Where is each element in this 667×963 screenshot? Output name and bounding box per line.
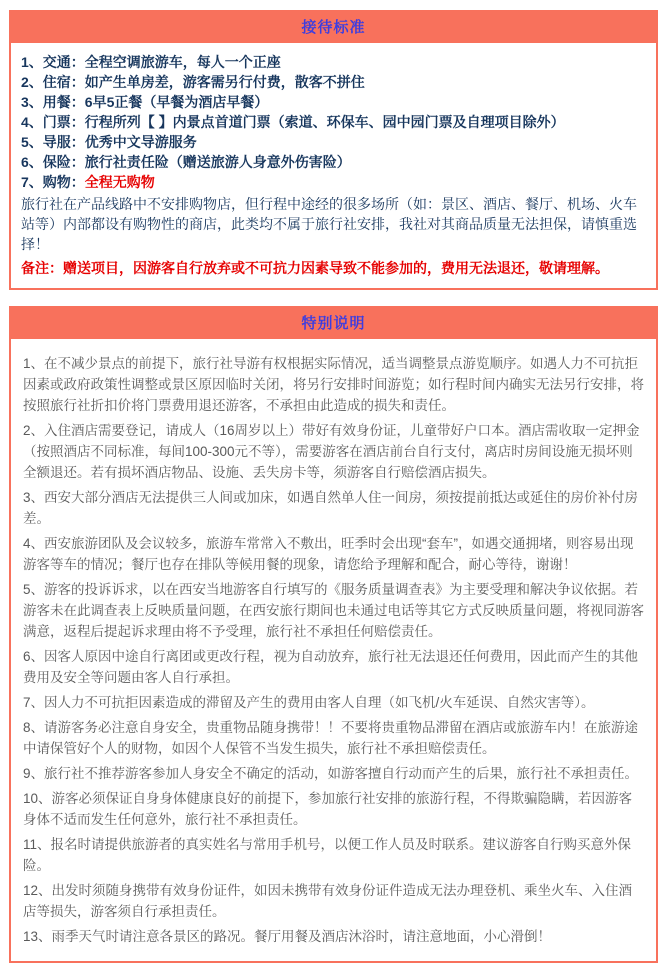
remark-note: 备注：赠送项目，因游客自行放弃或不可抗力因素导致不能参加的，费用无法退还，敬请理解。	[21, 260, 609, 276]
special-notes-body	[9, 339, 658, 963]
special-notes-section	[9, 306, 658, 963]
reception-item-transport: 1、交通：全程空调旅游车，每人一个正座	[21, 54, 281, 70]
special-note-item: 13、雨季天气时请注意各景区的路况。餐厅用餐及酒店沐浴时，请注意地面，小心滑倒！	[23, 929, 552, 944]
special-note-item: 1、在不减少景点的前提下，旅行社导游有权根据实际情况，适当调整景点游览顺序。如遇人力不可抗拒因素或政府政策性调整或景区原因临时关闭，将另行安排时间游览；如行程时间内确实无法另行安排，将按照旅行社折扣价将门票费用退还游客，不承担由此造成的损失和责任。	[23, 356, 644, 413]
reception-standards-body	[9, 43, 658, 290]
special-notes-title: 特别说明	[301, 315, 366, 332]
special-notes-header	[9, 306, 658, 339]
special-note-item: 11、报名时请提供旅游者的真实姓名与常用手机号，以便工作人员及时联系。建议游客自行购买意外保险。	[23, 837, 632, 873]
reception-item-shopping	[21, 172, 646, 192]
special-note-item: 6、因客人原因中途自行离团或更改行程，视为自动放弃，旅行社无法退还任何费用，因此而产生的其他费用及安全等问题由客人自行承担。	[23, 649, 639, 685]
reception-item-guide: 5、导服：优秀中文导游服务	[21, 134, 197, 150]
special-note-item: 4、西安旅游团队及会议较多，旅游车常常入不敷出，旺季时会出现“套车”，如遇交通拥堵，则容易出现游客等车的情况；餐厅也存在排队等候用餐的现象，请您给予理解和配合，耐心等待，谢谢！	[23, 536, 634, 572]
shopping-policy-paragraph: 旅行社在产品线路中不安排购物店，但行程中途经的很多场所（如：景区、酒店、餐厅、机场、火车站等）内部都设有购物性的商店，此类均不属于旅行社安排，我社对其商品质量无法担保，请慎重选择！	[21, 196, 637, 252]
special-note-item: 2、入住酒店需要登记，请成人（16周岁以上）带好有效身份证，儿童带好户口本。酒店需收取一定押金（按照酒店不同标准，每间100-300元不等），需要游客在酒店前台自行支付，离店时房间设施无损坏则全额退还。若有损坏酒店物品、设施、丢失房卡等，须游客自行赔偿酒店损失。	[23, 423, 640, 480]
shopping-label: 7、购物：	[21, 174, 85, 190]
reception-item-meals: 3、用餐：6早5正餐（早餐为酒店早餐）	[21, 94, 269, 110]
reception-standards-header	[9, 10, 658, 43]
special-note-item: 7、因人力不可抗拒因素造成的滞留及产生的费用由客人自理（如飞机/火车延误、自然灾害等）。	[23, 695, 595, 710]
special-note-item: 12、出发时须随身携带有效身份证件，如因未携带有效身份证件造成无法办理登机、乘坐火车、入住酒店等损失，游客须自行承担责任。	[23, 883, 633, 919]
reception-item-insurance: 6、保险：旅行社责任险（赠送旅游人身意外伤害险）	[21, 154, 351, 170]
special-note-item: 5、游客的投诉诉求，以在西安当地游客自行填写的《服务质量调查表》为主要受理和解决争议依据。若游客未在此调查表上反映质量问题，在西安旅行期间也未通过电话等其它方式反映质量问题，将视同游客满意，返程后提起诉求理由将不予受理，旅行社不承担任何赔偿责任。	[23, 582, 644, 639]
reception-item-tickets: 4、门票：行程所列【 】内景点首道门票（索道、环保车、园中园门票及自理项目除外）	[21, 114, 565, 130]
special-note-item: 10、游客必须保证自身身体健康良好的前提下，参加旅行社安排的旅游行程，不得欺骗隐瞒，若因游客身体不适而发生任何意外，旅行社不承担责任。	[23, 791, 633, 827]
special-note-item: 3、西安大部分酒店无法提供三人间或加床，如遇自然单人住一间房，须按提前抵达或延住的房价补付房差。	[23, 490, 639, 526]
reception-standards-section	[9, 10, 658, 290]
shopping-highlight: 全程无购物	[84, 174, 155, 190]
reception-standards-title: 接待标准	[301, 19, 366, 36]
special-note-item: 9、旅行社不推荐游客参加人身安全不确定的活动，如游客擅自行动而产生的后果，旅行社不承担责任。	[23, 766, 639, 781]
special-note-item: 8、请游客务必注意自身安全，贵重物品随身携带！！不要将贵重物品滞留在酒店或旅游车内！在旅游途中请保管好个人的财物，如因个人保管不当发生损失，旅行社不承担赔偿责任。	[23, 720, 639, 756]
reception-item-lodging: 2、住宿：如产生单房差，游客需另行付费，散客不拼住	[21, 74, 365, 90]
